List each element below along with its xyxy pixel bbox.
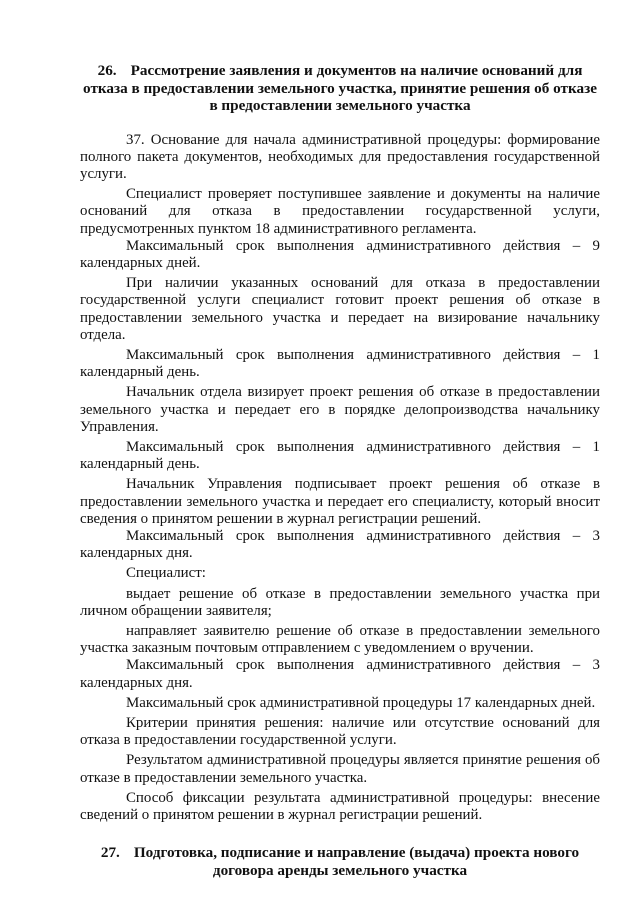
paragraph: Максимальный срок выполнения административного действия – 3 календарных дня. xyxy=(80,527,600,562)
paragraph: Специалист: xyxy=(126,565,206,582)
section-title: Рассмотрение заявления и документов на наличие оснований для отказа в предоставлении земельного участка, принятие решения об отказе в предоставлении земельного участка xyxy=(83,62,597,114)
paragraph: Максимальный срок выполнения административного действия – 3 календарных дня. xyxy=(80,657,600,691)
paragraph: выдает решение об отказе в предоставлении земельного участка при личном обращении заявителя; xyxy=(80,585,600,619)
paragraph: Специалист проверяет поступившее заявление и документы на наличие оснований для отказа в предоставлении государственной услуги, предусмотренных пунктом 18 административного регламента. xyxy=(80,186,600,237)
paragraph: При наличии указанных оснований для отказа в предоставлении государственной услуги специалист готовит проект решения об отказе в предоставлении земельного участка и передает на визирование начальнику отдела. xyxy=(80,275,600,343)
paragraph: Способ фиксации результата административной процедуры: внесение сведений о принятом решении в журнал регистрации решений. xyxy=(80,789,600,824)
paragraph: направляет заявителю решение об отказе в предоставлении земельного участка заказным почтовым отправлением с уведомлением о вручении. xyxy=(80,622,600,657)
paragraph: Начальник Управления подписывает проект решения об отказе в предоставлении земельного участка и передает его специалисту, который вносит сведения о принятом решении в журнал регистрации решений. xyxy=(80,476,600,527)
section-heading-26 xyxy=(80,62,600,115)
document-page xyxy=(80,62,600,879)
paragraph: Максимальный срок выполнения административного действия – 1 календарный день. xyxy=(80,346,600,381)
section-number: 27. xyxy=(100,844,120,862)
section-title: Подготовка, подписание и направление (выдача) проекта нового договора аренды земельного участка xyxy=(133,844,580,879)
paragraph: Максимальный срок выполнения административного действия – 9 календарных дней. xyxy=(80,237,600,271)
paragraph: Максимальный срок выполнения административного действия – 1 календарный день. xyxy=(80,438,600,473)
paragraph: Результатом административной процедуры является принятие решения об отказе в предоставлении земельного участка. xyxy=(80,752,600,786)
paragraph: Начальник отдела визирует проект решения об отказе в предоставлении земельного участка и передает его в порядке делопроизводства начальнику Управления. xyxy=(80,384,600,435)
paragraph: 37. Основание для начала административной процедуры: формирование полного пакета документов, необходимых для предоставления государственной услуги. xyxy=(80,131,600,182)
section-heading-27 xyxy=(80,844,600,879)
section-number: 26. xyxy=(97,62,117,79)
paragraph: Критерии принятия решения: наличие или отсутствие оснований для отказа в предоставлении государственной услуги. xyxy=(80,715,600,749)
paragraph: Максимальный срок административной процедуры 17 календарных дней. xyxy=(126,694,596,711)
